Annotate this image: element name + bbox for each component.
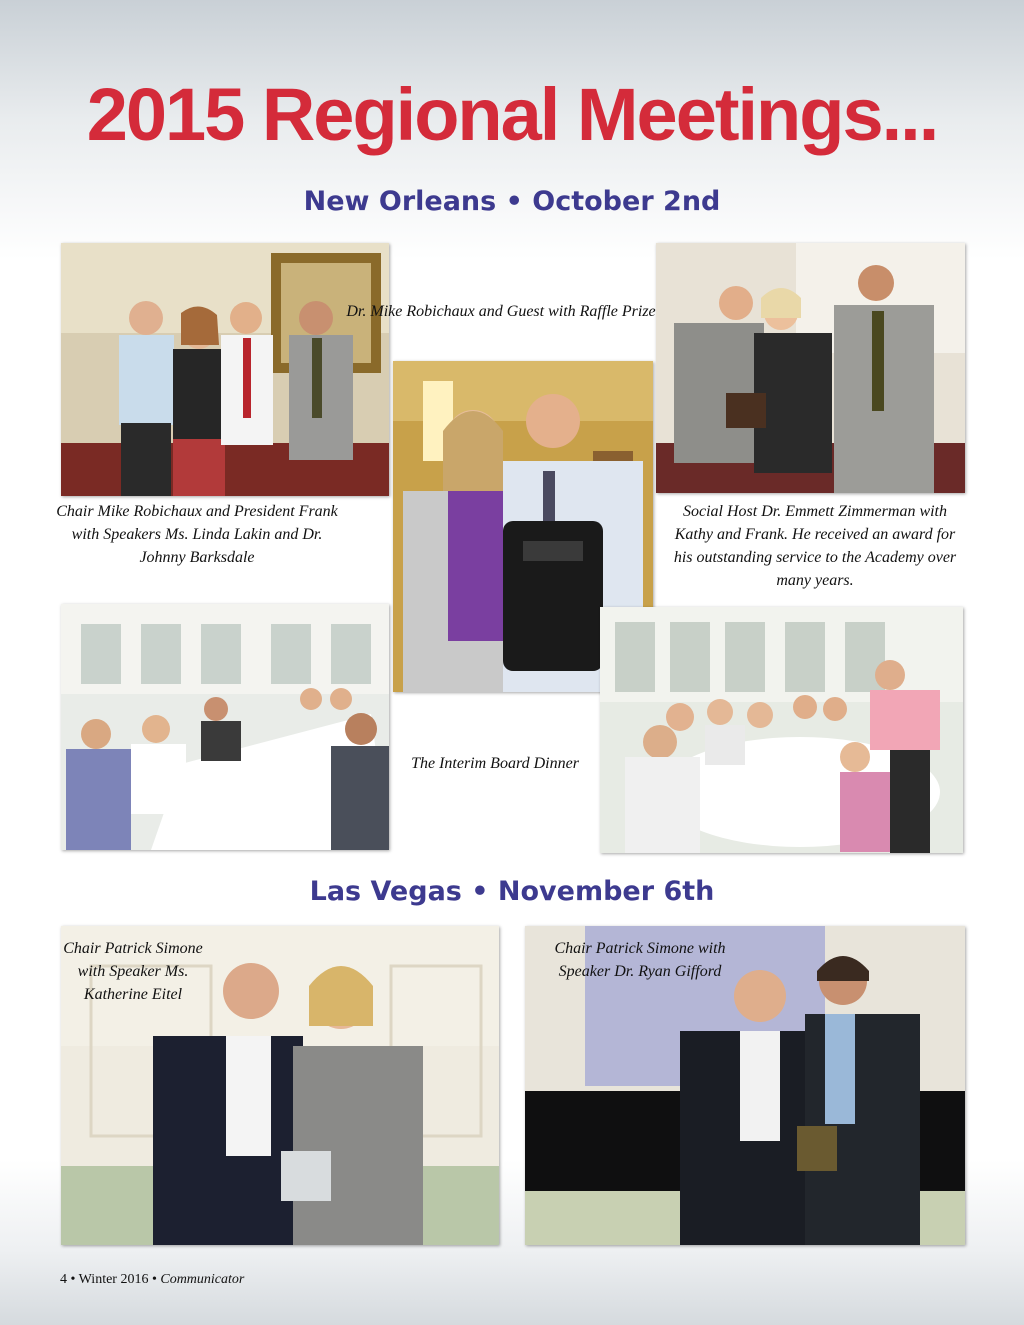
footer-issue-info: 4 • Winter 2016 • (60, 1272, 161, 1287)
caption-chair-speaker-gifford: Chair Patrick Simone with Speaker Dr. Ryan Gifford (554, 940, 726, 980)
caption-chair-speaker-eitel: Chair Patrick Simone with Speaker Ms. Katherine Eitel (63, 940, 203, 1003)
photo-interim-board-dinner-right (600, 607, 963, 853)
photo-interim-board-dinner-left (61, 604, 389, 850)
caption-social-host-award: Social Host Dr. Emmett Zimmerman with Kathy and Frank. He received an award for his outstanding service to the Academy over many years. (673, 503, 957, 589)
caption-guest-raffle-prize: Dr. Mike Robichaux and Guest with Raffle Prize (346, 303, 656, 320)
page-footer (60, 1272, 244, 1288)
photo-chair-president-speakers (61, 243, 389, 496)
section-heading-new-orleans: New Orleans • October 2nd (303, 186, 721, 217)
page-title: 2015 Regional Meetings... (86, 73, 938, 156)
section-heading-las-vegas: Las Vegas • November 6th (309, 876, 715, 907)
caption-interim-board-dinner: The Interim Board Dinner (411, 755, 579, 772)
caption-chair-president-speakers: Chair Mike Robichaux and President Frank with Speakers Ms. Linda Lakin and Dr. Johnny Barksdale (56, 503, 338, 566)
photo-social-host-award (656, 243, 965, 493)
footer-publication-name: Communicator (160, 1272, 245, 1287)
